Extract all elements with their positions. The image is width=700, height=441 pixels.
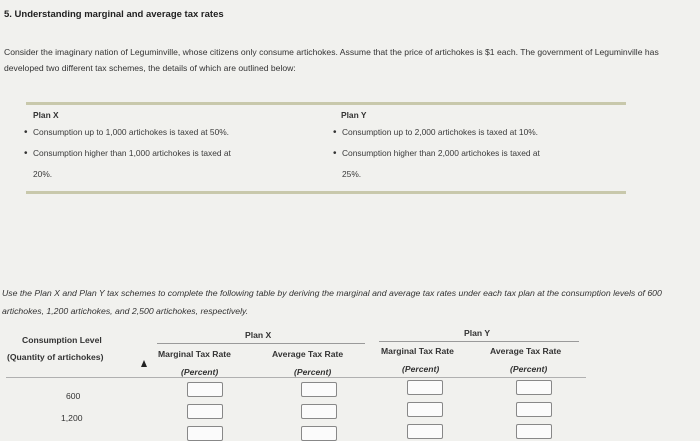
plany-marginal-600-input[interactable] (407, 380, 443, 395)
plan-y-item-cont: 25%. (342, 169, 362, 179)
plan-x-underline (157, 343, 365, 344)
question-title: 5. Understanding marginal and average tax rates (4, 9, 224, 20)
plany-average-percent: (Percent) (510, 364, 548, 374)
plany-marginal-2500-input[interactable] (407, 424, 443, 439)
plany-average-600-input[interactable] (516, 380, 552, 395)
plan-y-list (333, 122, 623, 184)
planx-marginal-1200-input[interactable] (187, 404, 223, 419)
plany-average-1200-input[interactable] (516, 402, 552, 417)
plans-top-rule (26, 102, 626, 105)
intro-text: Consider the imaginary nation of Leguminville, whose citizens only consume artichokes. Assume that the price of artichokes is $1 each. The government of Leguminville has developed two different tax schemes, the details of which are outlined below: (4, 47, 659, 73)
plany-average-heading: Average Tax Rate (490, 346, 562, 356)
instructions-text: Use the Plan X and Plan Y tax schemes to complete the following table by deriving the marginal and average tax rates under each tax plan at the consumption levels of 600 artichokes, 1,200 artichokes, and 2,500 artichokes, respectively. (2, 288, 662, 316)
plany-marginal-percent: (Percent) (402, 364, 440, 374)
plan-x-item: • Consumption higher than 1,000 artichokes is taxed at (24, 143, 314, 164)
plany-average-2500-input[interactable] (516, 424, 552, 439)
plan-y-item: • Consumption higher than 2,000 artichokes is taxed at (333, 143, 623, 164)
planx-average-percent: (Percent) (294, 367, 332, 377)
plan-x-list (24, 122, 314, 184)
header-divider (6, 377, 586, 378)
planx-marginal-percent: (Percent) (181, 367, 219, 377)
plany-marginal-1200-input[interactable] (407, 402, 443, 417)
planx-average-heading: Average Tax Rate (272, 349, 344, 359)
plan-x-item: • Consumption up to 1,000 artichokes is taxed at 50%. (24, 122, 314, 143)
plan-x-heading: Plan X (33, 110, 59, 120)
plan-y-heading: Plan Y (341, 110, 367, 120)
bullet-icon: • (24, 127, 28, 138)
bullet-icon: • (333, 148, 337, 159)
plan-y-underline (379, 341, 579, 342)
plany-marginal-heading: Marginal Tax Rate (381, 346, 454, 356)
row-label-1200: 1,200 (61, 413, 83, 423)
bullet-icon: • (24, 148, 28, 159)
plan-y-item: • Consumption up to 2,000 artichokes is taxed at 10%. (333, 122, 623, 143)
plan-x-column-group: Plan X (245, 330, 272, 340)
col-consumption-subheading: (Quantity of artichokes) (7, 352, 104, 362)
row-label-600: 600 (66, 391, 81, 401)
mouse-cursor-icon (141, 360, 147, 367)
plans-bottom-rule (26, 191, 626, 194)
col-consumption-heading: Consumption Level (22, 335, 102, 345)
planx-marginal-600-input[interactable] (187, 382, 223, 397)
planx-marginal-heading: Marginal Tax Rate (158, 349, 231, 359)
bullet-icon: • (333, 127, 337, 138)
planx-average-600-input[interactable] (301, 382, 337, 397)
plan-y-column-group: Plan Y (464, 328, 491, 338)
planx-average-1200-input[interactable] (301, 404, 337, 419)
plan-x-item-cont: 20%. (33, 169, 53, 179)
